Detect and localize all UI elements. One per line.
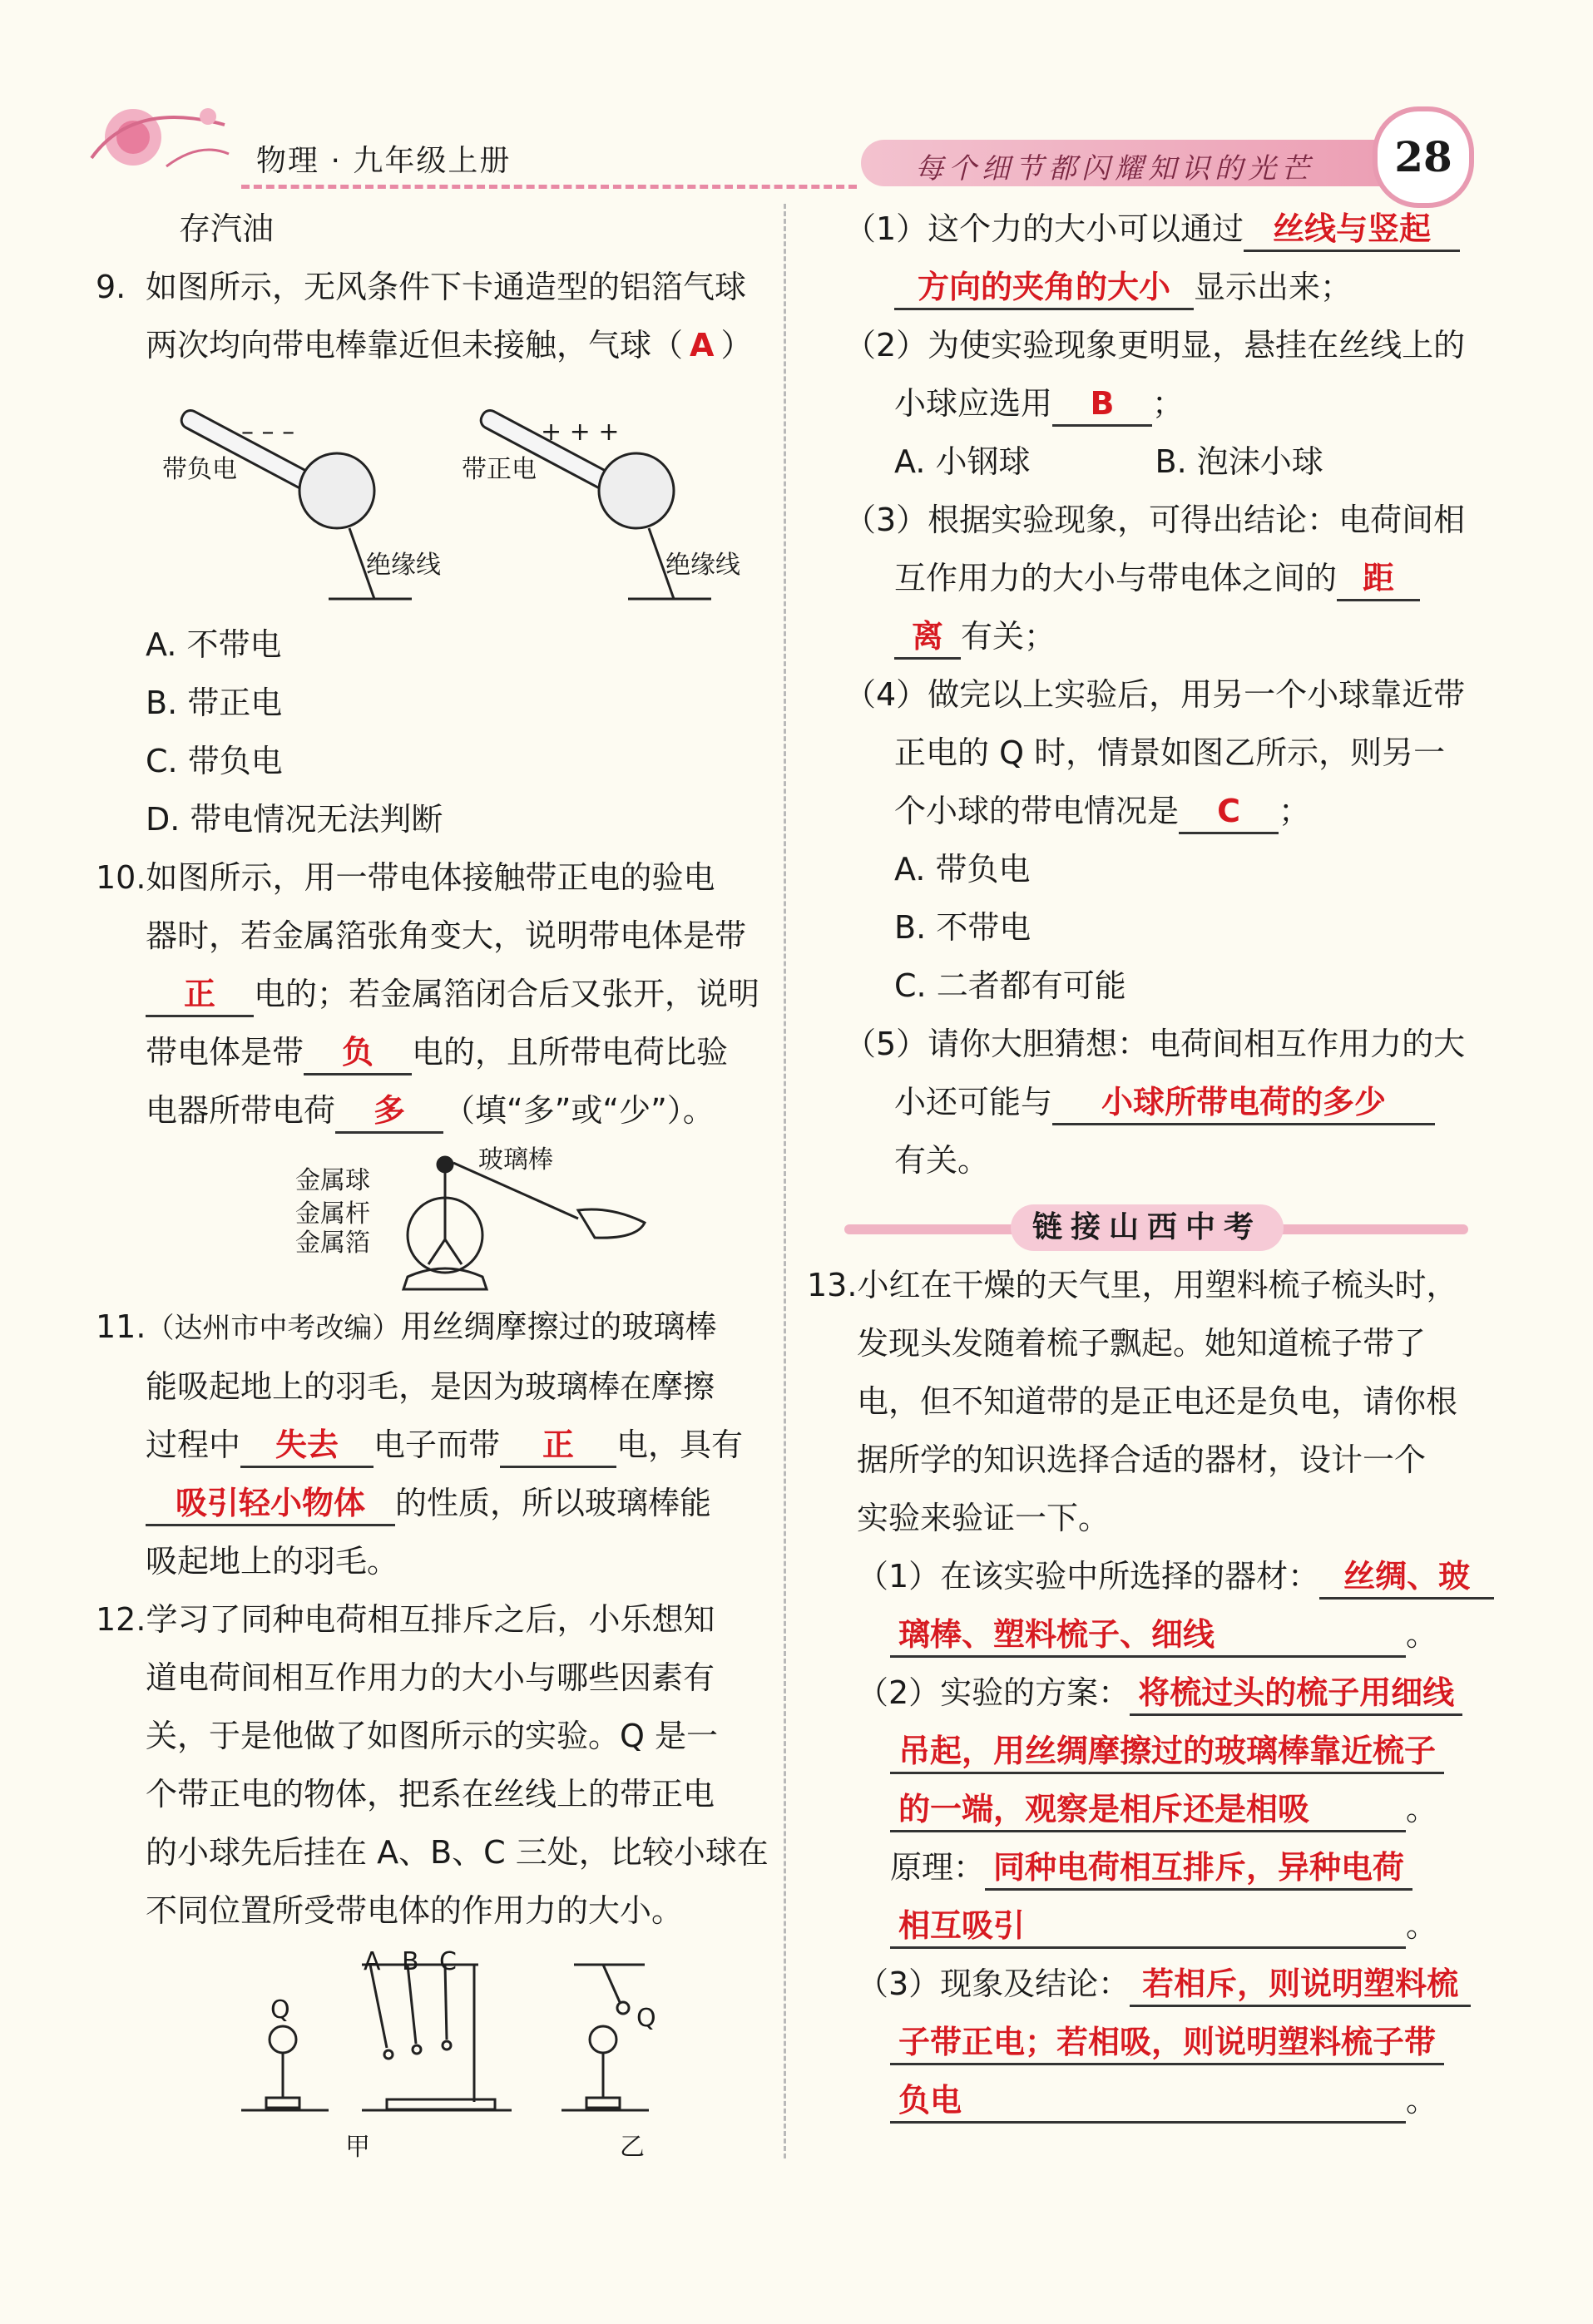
answer-blank: 丝绸、玻	[1319, 1555, 1494, 1600]
question-text: （1）这个力的大小可以通过	[844, 210, 1244, 247]
label-insulated-thread: 绝缘线	[665, 551, 740, 580]
answer-blank: 正	[146, 973, 254, 1017]
question-text: 小球应选用	[894, 385, 1053, 422]
question-text: ；	[1152, 385, 1185, 422]
question-text: （2）实验的方案：	[857, 1674, 1130, 1711]
page-number: 28	[1373, 106, 1474, 208]
question-number: 9.	[96, 269, 126, 305]
question-9	[96, 258, 761, 848]
label-negative-rod: 带负电	[162, 455, 237, 484]
option-b: B. 不带电	[894, 909, 1031, 946]
option-d: D. 带电情况无法判断	[146, 801, 443, 838]
question-12	[96, 1590, 769, 2162]
pendulum-diagram-icon	[96, 1940, 761, 2148]
question-text: 器时，若金属箔张角变大，说明带电体是带	[146, 917, 747, 954]
question-text: （5）请你大胆猜想：电荷间相互作用力的大	[844, 1026, 1466, 1062]
answer-blank: 失去	[240, 1424, 374, 1468]
question-text: 关，于是他做了如图所示的实验。Q 是一	[146, 1718, 718, 1754]
question-text: 如图所示，用一带电体接触带正电的验电	[146, 859, 715, 896]
question-text: （2）为使实验现象更明显，悬挂在丝线上的	[844, 327, 1466, 363]
pendulum-figure	[96, 1940, 761, 2162]
balloon-figure	[96, 374, 761, 616]
label-point-b: B	[402, 1947, 419, 1976]
book-title: 物理 · 九年级上册	[256, 144, 512, 178]
label-positive-rod: 带正电	[462, 455, 537, 484]
answer-blank: 子带正电；若相吸，则说明塑料梳子带	[890, 2021, 1444, 2065]
section-title: 链接山西中考	[1011, 1204, 1284, 1251]
header-divider	[241, 185, 857, 189]
question-number: 13.	[807, 1267, 858, 1303]
answer-blank: 吸引轻小物体	[146, 1482, 395, 1526]
option-c: C. 二者都有可能	[894, 967, 1126, 1004]
flower-ornament-icon	[83, 91, 233, 183]
answer-blank: 负电	[890, 2079, 1406, 2124]
question-text: 电，但不知道带的是正电还是负电，请你根	[857, 1383, 1458, 1420]
label-point-a: A	[364, 1947, 381, 1976]
label-metal-foil: 金属箔	[295, 1229, 370, 1258]
question-text: 显示出来；	[1194, 269, 1353, 305]
question-10	[96, 848, 761, 1298]
question-text: （3）现象及结论：	[857, 1966, 1130, 2002]
answer-blank: 距	[1337, 557, 1420, 601]
question-text: 电的；若金属箔闭合后又张开，说明	[254, 976, 760, 1012]
left-column	[96, 200, 769, 2162]
answer-blank: 相互吸引	[890, 1905, 1406, 1949]
answer-blank: 的一端，观察是相斥还是相吸	[890, 1788, 1406, 1832]
answer-blank: C	[1179, 790, 1279, 834]
question-13	[807, 1256, 1485, 2129]
label-positive-charges: + + +	[541, 418, 620, 447]
question-text: （3）根据实验现象，可得出结论：电荷间相	[844, 502, 1466, 538]
question-text: 据所学的知识选择合适的器材，设计一个	[857, 1441, 1427, 1478]
answer-blank: 正	[500, 1424, 616, 1468]
answer-blank: 小球所带电荷的多少	[1052, 1081, 1435, 1125]
label-q-yi: Q	[636, 2004, 656, 2033]
question-text: 如图所示，无风条件下卡通造型的铝箔气球	[146, 269, 747, 305]
question-text: 互作用力的大小与带电体之间的	[894, 560, 1338, 596]
question-text: ；	[1279, 793, 1311, 829]
period-mark: 。	[1406, 1616, 1438, 1653]
question-number: 12.	[96, 1601, 146, 1638]
question-text: 用丝绸摩擦过的玻璃棒	[400, 1308, 717, 1345]
option-c: C. 带负电	[146, 743, 283, 779]
question-number: 11.	[96, 1308, 146, 1345]
question-text: 小红在干燥的天气里，用塑料梳子梳头时，	[857, 1267, 1458, 1303]
label-figure-yi: 乙	[620, 2133, 645, 2162]
electroscope-diagram-icon	[96, 1140, 761, 1298]
answer-blank: 吊起，用丝绸摩擦过的玻璃棒靠近梳子	[890, 1730, 1444, 1774]
question-text: 学习了同种电荷相互排斥之后，小乐想知	[146, 1601, 715, 1638]
electroscope-figure	[96, 1140, 761, 1298]
section-header	[844, 1198, 1485, 1256]
carry-line: 存汽油	[179, 210, 275, 247]
period-mark: 。	[1406, 1907, 1438, 1944]
label-figure-jia: 甲	[345, 2133, 370, 2162]
question-text: 带电体是带	[146, 1034, 304, 1071]
question-text: 电的，且所带电荷比验	[412, 1034, 729, 1071]
period-mark: 。	[1406, 1791, 1438, 1827]
option-a: A. 不带电	[146, 626, 282, 663]
label-insulated-thread: 绝缘线	[366, 551, 441, 580]
answer-blank: 丝线与竖起	[1244, 208, 1460, 252]
answer-blank: 同种电荷相互排斥，异种电荷	[985, 1847, 1412, 1891]
answer-blank: 方向的夹角的大小	[894, 266, 1194, 310]
label-negative-charges: – – –	[241, 418, 295, 447]
answer-blank: 负	[304, 1031, 412, 1075]
question-text: 发现头发随着梳子飘起。她知道梳子带了	[857, 1325, 1427, 1362]
answer-blank: B	[1052, 383, 1152, 427]
question-text: 电，具有	[616, 1427, 744, 1463]
question-text: 两次均向带电棒靠近但未接触，气球（	[146, 327, 684, 363]
question-source: （达州市中考改编）	[146, 1312, 401, 1345]
question-text: 的性质，所以玻璃棒能	[395, 1485, 712, 1521]
question-text: 原理：	[890, 1849, 986, 1886]
question-text: （1）在该实验中所选择的器材：	[857, 1558, 1320, 1595]
answer-blank: 若相斥，则说明塑料梳	[1130, 1963, 1471, 2007]
question-text: 有关。	[894, 1142, 990, 1179]
label-metal-stem: 金属杆	[295, 1199, 370, 1229]
question-text: 过程中	[146, 1427, 241, 1463]
label-point-c: C	[439, 1947, 457, 1976]
question-text: ）	[720, 327, 753, 363]
label-glass-rod: 玻璃棒	[478, 1145, 553, 1174]
question-text: 电器所带电荷	[146, 1092, 336, 1129]
answer-blank: 多	[335, 1090, 443, 1134]
question-text: 能吸起地上的羽毛，是因为玻璃棒在摩擦	[146, 1368, 715, 1405]
right-column	[807, 200, 1485, 2129]
question-number: 10.	[96, 859, 146, 896]
question-text: 正电的 Q 时，情景如图乙所示，则另一	[894, 734, 1446, 771]
answer-blank: 璃棒、塑料梳子、细线	[890, 1614, 1406, 1658]
answer-blank: 将梳过头的梳子用细线	[1130, 1672, 1462, 1716]
question-text: 吸起地上的羽毛。	[146, 1543, 399, 1580]
question-text: 小还可能与	[894, 1084, 1053, 1120]
question-text: （填“多”或“少”）。	[443, 1092, 715, 1129]
header-slogan: 每个细节都闪耀知识的光芒	[915, 152, 1314, 185]
period-mark: 。	[1406, 2082, 1438, 2119]
answer-blank: 离	[894, 616, 961, 660]
option-a: A. 小钢球	[894, 443, 1031, 480]
question-text: 的小球先后挂在 A、B、C 三处，比较小球在	[146, 1834, 769, 1871]
option-b: B. 泡沫小球	[1155, 443, 1323, 480]
option-a: A. 带负电	[894, 851, 1031, 888]
question-11	[96, 1298, 761, 1590]
question-text: 道电荷间相互作用力的大小与哪些因素有	[146, 1659, 715, 1696]
question-text: 电子而带	[374, 1427, 501, 1463]
question-text: 实验来验证一下。	[857, 1500, 1111, 1536]
label-q-jia: Q	[270, 1995, 290, 2025]
column-divider	[784, 204, 786, 2158]
question-text: 有关；	[961, 618, 1056, 655]
question-text: 个带正电的物体，把系在丝线上的带正电	[146, 1776, 715, 1812]
option-b: B. 带正电	[146, 685, 283, 721]
answer-text: A	[690, 327, 715, 363]
label-metal-ball: 金属球	[295, 1166, 370, 1195]
question-text: （4）做完以上实验后，用另一个小球靠近带	[844, 676, 1466, 713]
question-text: 个小球的带电情况是	[894, 793, 1180, 829]
question-text: 不同位置所受带电体的作用力的大小。	[146, 1892, 684, 1929]
